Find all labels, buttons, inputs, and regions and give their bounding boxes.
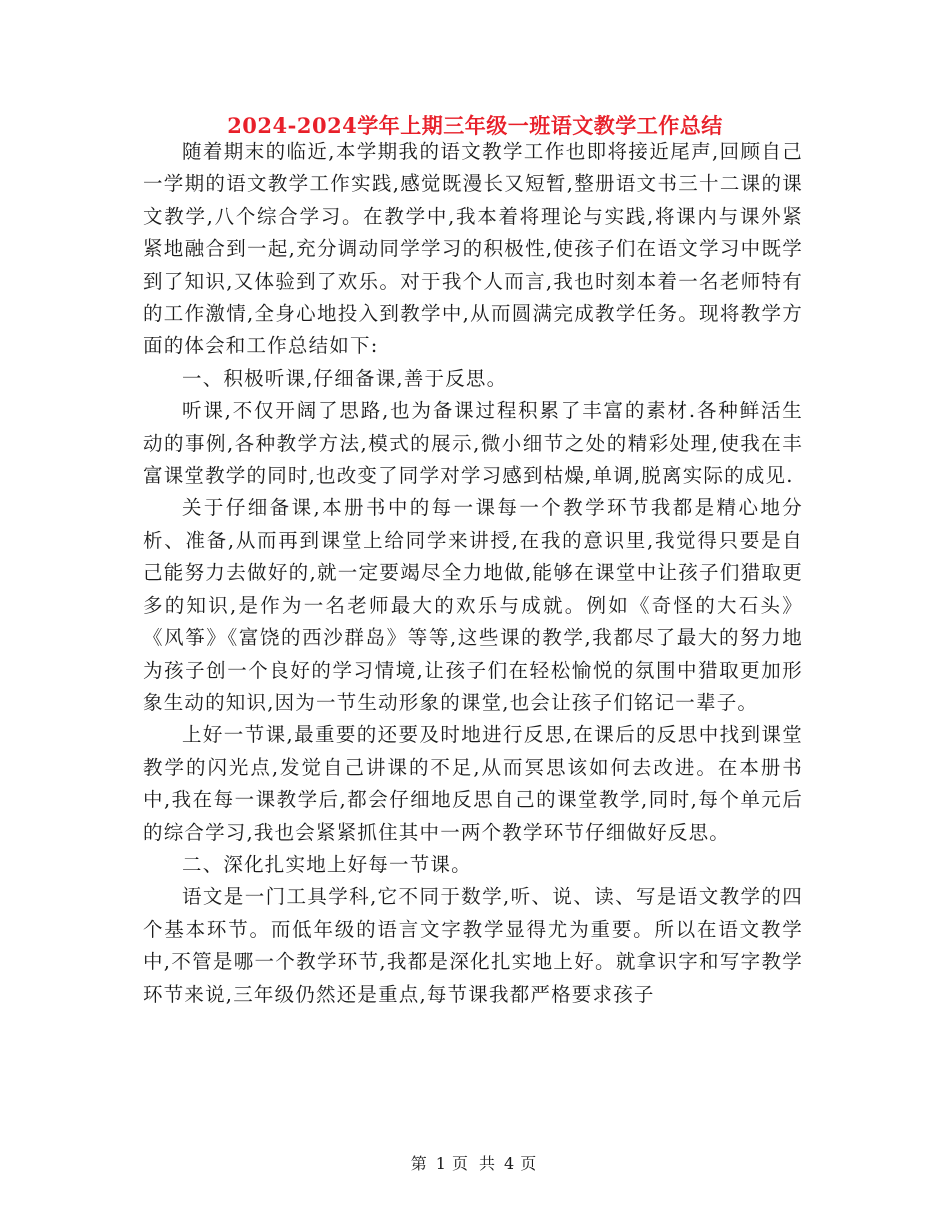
section-heading-2: 二、深化扎实地上好每一节课。 (182, 852, 472, 876)
intro-paragraph: 随着期末的临近,本学期我的语文教学工作也即将接近尾声,回顾自己一学期的语文教学工作实践,感觉既漫长又短暂,整册语文书三十二课的课文教学,八个综合学习。在教学中,我本着将理论与实践,将课内与课外紧紧地融合到一起,充分调动同学学习的积极性,使孩子们在语文学习中既学到了知识,又体验到了欢乐。对于我个人而言,我也时刻本着一名老师特有的工作激情,全身心地投入到教学中,从而圆满完成教学任务。现将教学方面的体会和工作总结如下: (143, 140, 803, 358)
footer-suffix: 页 (520, 1154, 540, 1173)
reflection-paragraph: 上好一节课,最重要的还要及时地进行反思,在课后的反思中找到课堂教学的闪光点,发觉自己讲课的不足,从而冥思该如何去改进。在本册书中,我在每一课教学后,都会仔细地反思自己的课堂教学,同时,每个单元后的综合学习,我也会紧紧抓住其中一两个教学环节仔细做好反思。 (143, 723, 803, 844)
page-footer (0, 1152, 950, 1176)
chinese-teaching-paragraph: 语文是一门工具学科,它不同于数学,听、说、读、写是语文教学的四个基本环节。而低年级的语言文字教学显得尤为重要。所以在语文教学中,不管是哪一个教学环节,我都是深化扎实地上好。就拿识字和写字教学环节来说,三年级仍然还是重点,每节课我都严格要求孩子 (143, 885, 803, 1006)
footer-middle: 页 共 (451, 1154, 499, 1173)
listening-paragraph: 听课,不仅开阔了思路,也为备课过程积累了丰富的素材.各种鲜活生动的事例,各种教学方法,模式的展示,微小细节之处的精彩处理,使我在丰富课堂教学的同时,也改变了同学对学习感到枯燥,单调,脱离实际的成见. (143, 399, 803, 488)
footer-page-number: 1 (435, 1154, 446, 1173)
document-body (143, 136, 803, 1011)
document-title: 2024-2024学年上期三年级一班语文教学工作总结 (227, 113, 723, 138)
section-heading-1: 一、积极听课,仔细备课,善于反思。 (182, 366, 508, 390)
footer-prefix: 第 (410, 1154, 430, 1173)
preparation-paragraph: 关于仔细备课,本册书中的每一课每一个教学环节我都是精心地分析、准备,从而再到课堂上给同学来讲授,在我的意识里,我觉得只要是自己能努力去做好的,就一定要竭尽全力地做,能够在课堂中让孩子们猎取更多的知识,是作为一名老师最大的欢乐与成就。例如《奇怪的大石头》《风筝》《富饶的西沙群岛》等等,这些课的教学,我都尽了最大的努力地为孩子创一个良好的学习情境,让孩子们在轻松愉悦的氛围中猎取更加形象生动的知识,因为一节生动形象的课堂,也会让孩子们铭记一辈子。 (143, 496, 803, 714)
footer-total-pages: 4 (504, 1154, 515, 1173)
